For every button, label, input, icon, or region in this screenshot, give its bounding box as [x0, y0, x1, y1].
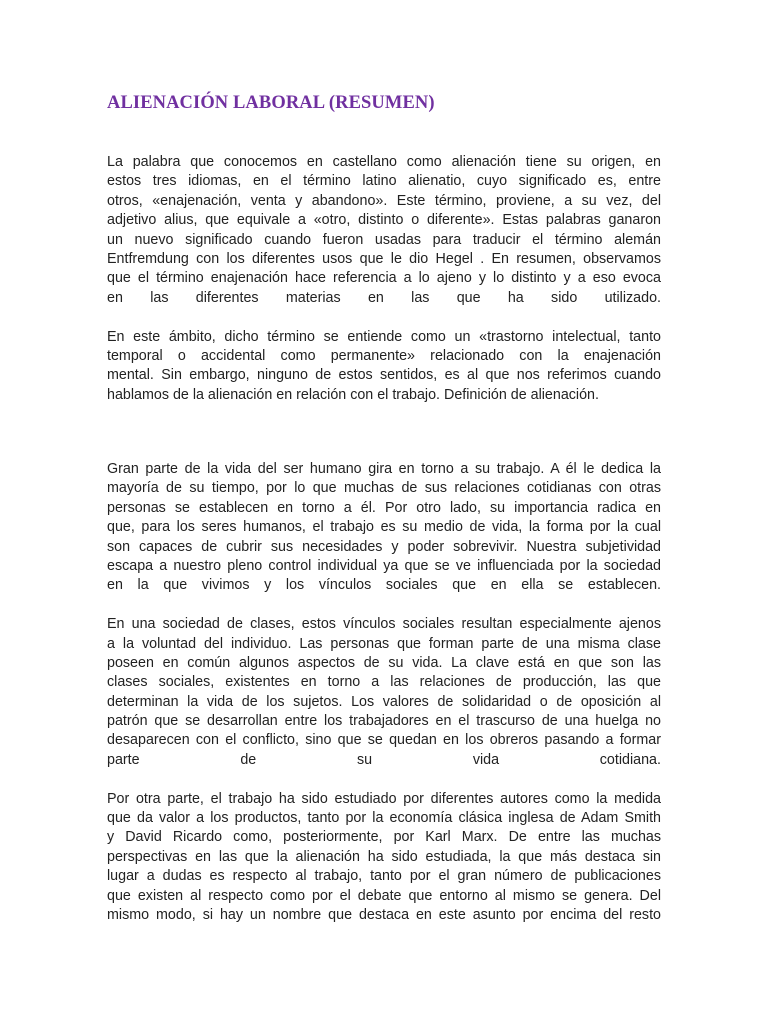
text-line: que da valor a los productos, tanto por la economía clásica inglesa de Adam Smith: [107, 810, 661, 827]
paragraph: [107, 460, 661, 596]
text-line: perspectivas en las que la alienación ha sido estudiada, la que más destaca sin: [107, 848, 661, 865]
text-line: mayoría de su tiempo, por lo que muchas de sus relaciones cotidianas con otras: [107, 480, 661, 497]
text-line: hablamos de la alienación en relación con el trabajo. Definición de alienación.: [107, 386, 599, 403]
text-line: que el término enajenación hace referencia a lo ajeno y lo distinto y a eso evoca: [107, 270, 661, 287]
text-line: determinan la vida de los sujetos. Los valores de solidaridad o de oposición al: [107, 693, 661, 710]
text-line: estos tres idiomas, en el término latino alienatio, cuyo significado es, entre: [107, 173, 661, 190]
text-line: a la voluntad del individuo. Las personas que forman parte de una misma clase: [107, 635, 661, 652]
text-line: desaparecen con el conflicto, sino que se quedan en los obreros pasando a formar: [107, 732, 661, 749]
text-line: parte de su vida cotidiana.: [107, 751, 661, 768]
text-line: mismo modo, si hay un nombre que destaca en este asunto por encima del resto: [107, 906, 661, 923]
paragraph: [107, 790, 661, 926]
text-line: otros, «enajenación, venta y abandono». Este término, proviene, a su vez, del: [107, 192, 661, 209]
text-line: lugar a dudas es respecto al trabajo, tanto por el gran número de publicaciones: [107, 868, 661, 885]
text-line: en la que vivimos y los vínculos sociales que en ella se establecen.: [107, 577, 661, 594]
text-line: escapa a nuestro pleno control individual ya que se ve influenciada por la sociedad: [107, 557, 661, 574]
text-line: temporal o accidental como permanente» relacionado con la enajenación: [107, 347, 661, 364]
text-line: en las diferentes materias en las que ha sido utilizado.: [107, 289, 661, 306]
text-line: mental. Sin embargo, ninguno de estos sentidos, es al que nos referimos cuando: [107, 367, 661, 384]
text-line: clases sociales, existentes en torno a las relaciones de producción, las que: [107, 674, 661, 691]
text-line: Por otra parte, el trabajo ha sido estudiado por diferentes autores como la medida: [107, 790, 661, 807]
text-block-2: [107, 460, 661, 945]
text-block-1: [107, 153, 661, 424]
text-line: patrón que se desarrollan entre los trabajadores en el trascurso de una huelga no: [107, 713, 661, 730]
document-title: ALIENACIÓN LABORAL (RESUMEN): [107, 93, 435, 113]
text-line: En una sociedad de clases, estos vínculos sociales resultan especialmente ajenos: [107, 616, 661, 633]
text-line: son capaces de cubrir sus necesidades y poder sobrevivir. Nuestra subjetividad: [107, 538, 661, 555]
text-line: poseen en común algunos aspectos de su vida. La clave está en que son las: [107, 654, 661, 671]
text-line: que, para los seres humanos, el trabajo es su medio de vida, la forma por la cual: [107, 519, 661, 536]
text-line: y David Ricardo como, posteriormente, por Karl Marx. De entre las muchas: [107, 829, 661, 846]
text-line: La palabra que conocemos en castellano como alienación tiene su origen, en: [107, 154, 661, 170]
paragraph: [107, 615, 661, 770]
text-line: personas se establecen en torno a él. Por otro lado, su importancia radica en: [107, 499, 661, 516]
text-line: Gran parte de la vida del ser humano gira en torno a su trabajo. A él le dedica la: [107, 461, 661, 477]
text-line: que existen al respecto como por el debate que entorno al mismo se genera. Del: [107, 887, 661, 904]
text-line: un nuevo significado cuando fueron usadas para traducir el término alemán: [107, 231, 661, 248]
paragraph: [107, 153, 661, 308]
paragraph: [107, 328, 661, 406]
text-line: adjetivo alius, que equivale a «otro, distinto o diferente». Estas palabras ganaron: [107, 212, 661, 229]
text-line: En este ámbito, dicho término se entiende como un «trastorno intelectual, tanto: [107, 328, 661, 345]
text-line: Entfremdung con los diferentes usos que le dio Hegel . En resumen, observamos: [107, 250, 661, 267]
